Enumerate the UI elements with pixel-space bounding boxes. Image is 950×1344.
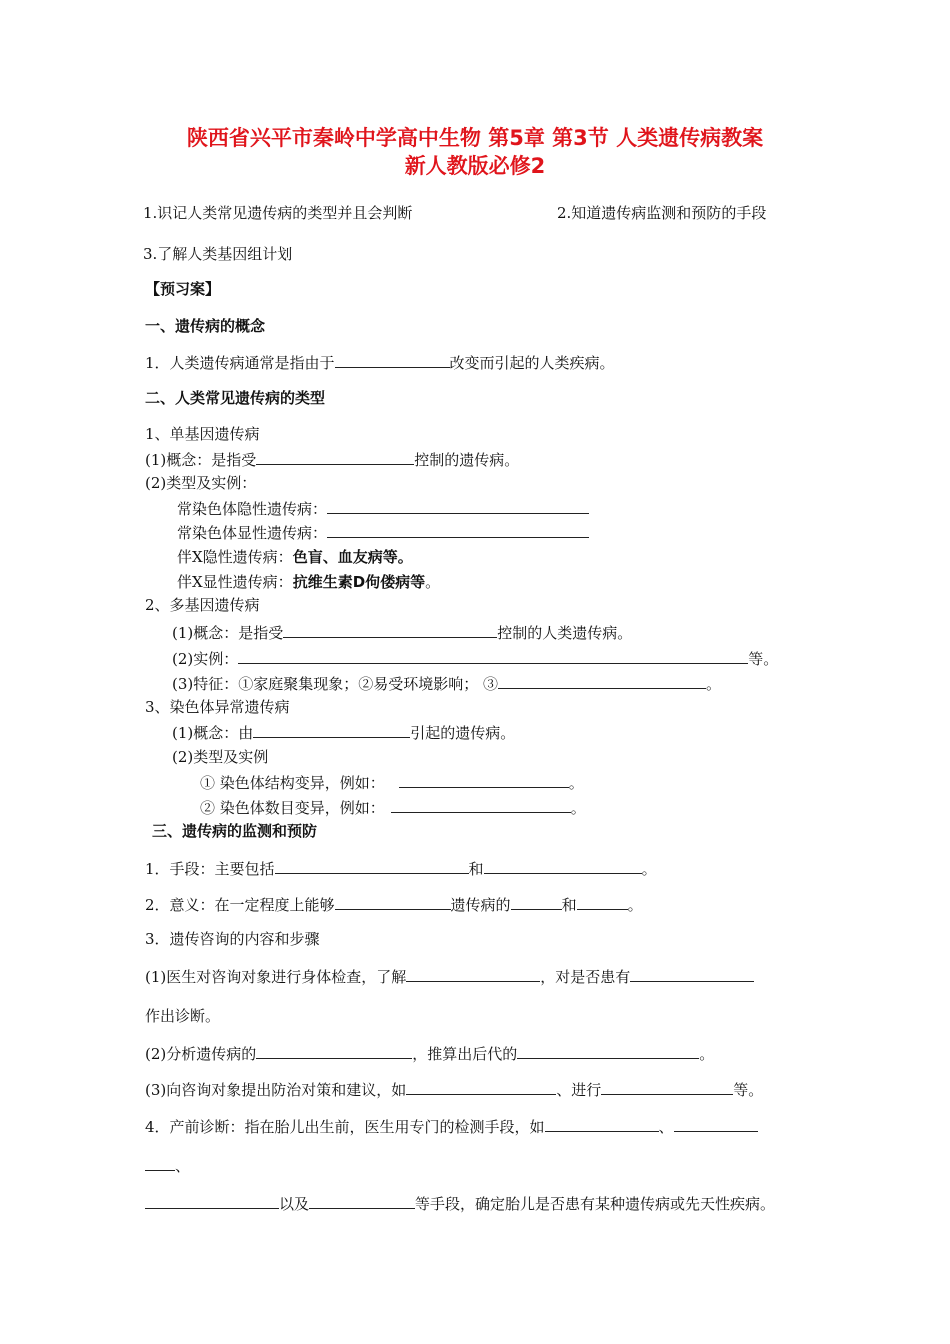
answer-blank[interactable] — [511, 894, 562, 910]
text: 控制的遗传病。 — [414, 451, 520, 469]
answer-blank[interactable] — [517, 1043, 699, 1059]
text: 控制的人类遗传病。 — [497, 624, 633, 642]
text: (1)概念：是指受 — [145, 451, 257, 469]
single-gene-concept — [145, 449, 519, 470]
section1-heading: 一、遗传病的概念 — [145, 317, 266, 335]
text: 4．产前诊断：指在胎儿出生前，医生用专门的检测手段，如 — [145, 1118, 545, 1136]
objective-3: 3.了解人类基因组计划 — [143, 245, 293, 263]
text: 常染色体显性遗传病： — [177, 524, 328, 542]
answer-blank[interactable] — [406, 1079, 556, 1095]
prenatal-diagnosis — [145, 1116, 758, 1137]
prenatal-diagnosis-cont — [145, 1155, 190, 1176]
text: 。 — [641, 860, 657, 878]
answer-blank[interactable] — [601, 1079, 733, 1095]
document-title-line2: 新人教版必修2 — [404, 154, 546, 178]
chromosome-heading: 3、染色体异常遗传病 — [145, 698, 290, 716]
autosomal-recessive — [177, 498, 589, 519]
counseling-step1-cont: 作出诊断。 — [145, 1007, 221, 1025]
text: 等。 — [733, 1081, 764, 1099]
text: 和 — [468, 860, 484, 878]
answer-blank[interactable] — [498, 673, 706, 689]
answer-blank[interactable] — [399, 772, 569, 788]
text: (2)分析遗传病的 — [145, 1045, 257, 1063]
prevention-meaning — [145, 894, 643, 915]
counseling-step2 — [145, 1043, 714, 1064]
answer-text: 色盲、血友病等。 — [292, 548, 413, 566]
text: 1．手段：主要包括 — [145, 860, 275, 878]
answer-blank[interactable] — [145, 1193, 279, 1209]
text: ，对是否患有 — [540, 968, 631, 986]
document-title-line1: 陕西省兴平市秦岭中学高中生物 第5章 第3节 人类遗传病教案 — [186, 126, 764, 150]
single-gene-heading: 1、单基因遗传病 — [145, 425, 260, 443]
section1-q1 — [145, 352, 615, 373]
answer-blank[interactable] — [253, 722, 410, 738]
text: (3)特征：①家庭聚集现象；②易受环境影响； ③ — [172, 675, 499, 693]
autosomal-dominant — [177, 522, 589, 543]
answer-blank[interactable] — [335, 352, 450, 368]
answer-blank[interactable] — [577, 894, 628, 910]
text: 。 — [699, 1045, 715, 1063]
x-recessive — [177, 547, 413, 567]
text: (3)向咨询对象提出防治对策和建议，如 — [145, 1081, 407, 1099]
answer-blank[interactable] — [545, 1116, 659, 1132]
section3-heading: 三、遗传病的监测和预防 — [152, 822, 318, 840]
text: 。 — [706, 675, 722, 693]
text: 伴X显性遗传病： — [177, 573, 293, 591]
answer-blank[interactable] — [327, 498, 589, 514]
text: ② 染色体数目变异，例如： — [200, 799, 385, 817]
text: 等。 — [748, 650, 779, 668]
text: 等手段，确定胎儿是否患有某种遗传病或先天性疾病。 — [415, 1195, 776, 1213]
answer-blank[interactable] — [406, 966, 540, 982]
objective-1: 1.识记人类常见遗传病的类型并且会判断 — [143, 204, 413, 222]
answer-blank[interactable] — [391, 797, 571, 813]
structure-variation — [200, 772, 584, 793]
answer-blank[interactable] — [275, 858, 469, 874]
chromosome-types: (2)类型及实例 — [172, 748, 269, 766]
text: 。 — [627, 896, 643, 914]
prevention-means — [145, 858, 657, 879]
multi-gene-heading: 2、多基因遗传病 — [145, 596, 260, 614]
text: 、 — [175, 1157, 191, 1175]
text: 。 — [568, 774, 584, 792]
answer-blank[interactable] — [309, 1193, 415, 1209]
text: 引起的遗传病。 — [410, 724, 516, 742]
answer-text: 抗维生素D佝偻病等 — [292, 573, 426, 591]
answer-blank[interactable] — [256, 449, 414, 465]
number-variation — [200, 797, 586, 818]
text: (2)实例： — [172, 650, 239, 668]
chromosome-concept — [172, 722, 515, 743]
text: 。 — [425, 573, 441, 591]
text: 、 — [658, 1118, 674, 1136]
counseling-step3 — [145, 1079, 763, 1100]
multi-gene-features — [172, 673, 721, 694]
answer-blank[interactable] — [256, 1043, 412, 1059]
text: 以及 — [279, 1195, 310, 1213]
prenatal-diagnosis-end — [145, 1193, 775, 1214]
multi-gene-examples — [172, 648, 778, 669]
multi-gene-concept — [172, 622, 632, 643]
objective-2: 2.知道遗传病监测和预防的手段 — [557, 204, 767, 222]
text: (1)医生对咨询对象进行身体检查，了解 — [145, 968, 407, 986]
text: 伴X隐性遗传病： — [177, 548, 293, 566]
section-preview-heading: 【预习案】 — [145, 280, 221, 298]
answer-blank[interactable] — [484, 858, 642, 874]
answer-blank[interactable] — [335, 894, 451, 910]
text: (1)概念：由 — [172, 724, 254, 742]
text: 1．人类遗传病通常是指由于 — [145, 354, 335, 372]
text: 。 — [570, 799, 586, 817]
answer-blank[interactable] — [327, 522, 589, 538]
text: 常染色体隐性遗传病： — [177, 500, 328, 518]
text: (1)概念：是指受 — [172, 624, 284, 642]
answer-blank[interactable] — [630, 966, 754, 982]
answer-blank[interactable] — [238, 648, 748, 664]
section2-heading: 二、人类常见遗传病的类型 — [145, 389, 326, 407]
answer-blank[interactable] — [674, 1116, 758, 1132]
text: 改变而引起的人类疾病。 — [449, 354, 615, 372]
text: 2．意义：在一定程度上能够 — [145, 896, 335, 914]
answer-blank[interactable] — [283, 622, 497, 638]
text: ① 染色体结构变异，例如： — [200, 774, 385, 792]
counseling-step1 — [145, 966, 754, 987]
x-dominant — [177, 572, 440, 592]
text: ，推算出后代的 — [412, 1045, 518, 1063]
answer-blank[interactable] — [145, 1155, 175, 1171]
text: 、进行 — [556, 1081, 602, 1099]
text: 遗传病的 — [450, 896, 511, 914]
single-gene-types: (2)类型及实例： — [145, 474, 257, 492]
counseling-heading: 3．遗传咨询的内容和步骤 — [145, 930, 320, 948]
text: 和 — [561, 896, 577, 914]
